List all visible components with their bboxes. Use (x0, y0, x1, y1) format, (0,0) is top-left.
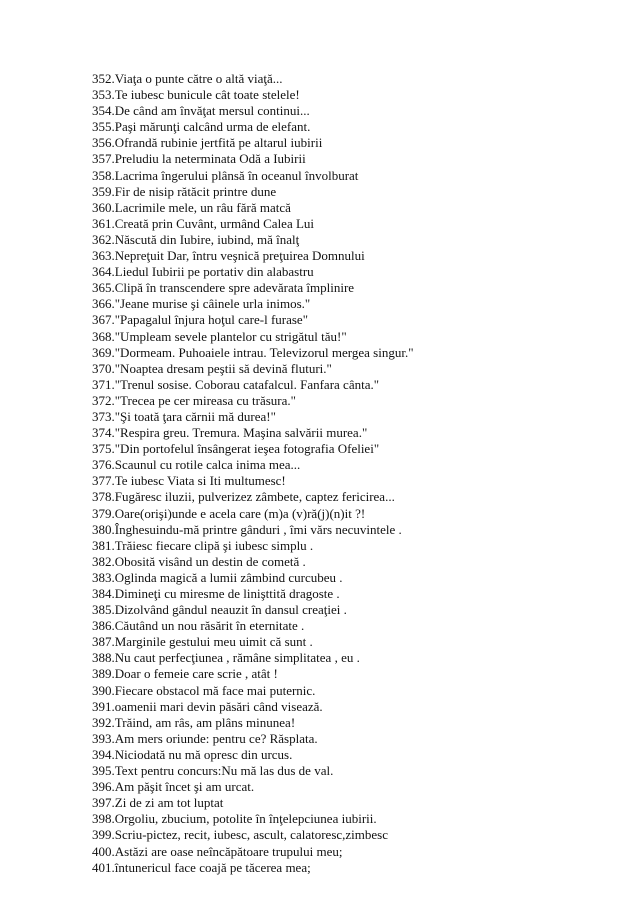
text-line: 383.Oglinda magică a lumii zâmbind curcubeu . (92, 569, 343, 585)
text-line: 378.Fugăresc iluzii, pulverizez zâmbete, captez fericirea... (92, 489, 395, 505)
text-line: 396.Am păşit încet şi am urcat. (92, 779, 255, 795)
text-line: 362.Născută din Iubire, iubind, mă înalţ (92, 231, 300, 247)
text-line: 354.De când am învăţat mersul continui... (92, 103, 310, 119)
text-line: 357.Preludiu la neterminata Odă a Iubirii (92, 151, 306, 167)
text-line: 400.Astăzi are oase neîncăpătoare trupului meu; (92, 843, 343, 859)
text-line: 398.Orgoliu, zbucium, potolite în înţelepciunea iubirii. (92, 811, 377, 827)
text-line: 358.Lacrima îngerului plânsă în oceanul învolburat (92, 167, 359, 183)
text-line: 389.Doar o femeie care scrie , atât ! (92, 666, 278, 682)
text-line: 379.Oare(orişi)unde e acela care (m)a (v)ră(j)(n)it ?! (92, 505, 366, 521)
text-line: 371."Trenul sosise. Coborau catafalcul. Fanfara cânta." (92, 376, 380, 392)
text-line: 366."Jeane murise şi câinele urla inimos." (92, 296, 311, 312)
text-line: 382.Obosită visând un destin de cometă . (92, 553, 306, 569)
text-line: 394.Niciodată nu mă opresc din urcus. (92, 746, 293, 762)
text-line: 391.oamenii mari devin păsări când visează. (92, 698, 323, 714)
text-line: 367."Papagalul înjura hoţul care-l furase" (92, 312, 309, 328)
text-line: 361.Creată prin Cuvânt, urmând Calea Lui (92, 215, 315, 231)
text-line: 399.Scriu-pictez, recit, iubesc, ascult, calatoresc,zimbesc (92, 827, 388, 843)
text-line: 369."Dormeam. Puhoaiele intrau. Televizorul mergea singur." (92, 344, 414, 360)
text-line: 359.Fir de nisip rătăcit printre dune (92, 183, 277, 199)
text-line: 390.Fiecare obstacol mă face mai puternic. (92, 682, 316, 698)
text-line: 364.Liedul Iubirii pe portativ din alabastru (92, 264, 314, 280)
text-line: 373."Şi toată ţara cărnii mă durea!" (92, 408, 276, 424)
text-line: 392.Trăind, am râs, am plâns minunea! (92, 714, 296, 730)
text-line: 393.Am mers oriunde: pentru ce? Răsplata. (92, 730, 318, 746)
text-line: 388.Nu caut perfecţiunea , rămâne simplitatea , eu . (92, 650, 360, 666)
text-line: 380.Înghesuindu-mă printre gânduri , îmi vărs necuvintele . (92, 521, 402, 537)
text-line: 387.Marginile gestului meu uimit că sunt . (92, 634, 313, 650)
text-line: 368."Umpleam sevele plantelor cu strigătul tău!" (92, 328, 347, 344)
text-line: 384.Dimineţi cu miresme de linişttită dragoste . (92, 586, 340, 601)
text-line: 360.Lacrimile mele, un râu fără matcă (92, 199, 291, 215)
text-line: 401.întunericul face coajă pe tăcerea mea; (92, 859, 311, 875)
text-line: 363.Nepreţuit Dar, întru veşnică preţuirea Domnului (92, 248, 365, 264)
text-line: 353.Te iubesc bunicule cât toate stelele! (92, 87, 300, 103)
text-line: 381.Trăiesc fiecare clipă şi iubesc simplu . (92, 537, 314, 553)
text-line: 395.Text pentru concurs:Nu mă las dus de val. (92, 763, 334, 779)
text-line: 377.Te iubesc Viata si Iti multumesc! (92, 473, 286, 489)
text-line: 374."Respira greu. Tremura. Maşina salvării murea." (92, 425, 368, 441)
text-line: 355.Paşi mărunţi calcând urma de elefant. (92, 119, 311, 135)
text-line: 375."Din portofelul însângerat ieşea fotografia Ofeliei" (92, 441, 380, 457)
text-line: 376.Scaunul cu rotile calca inima mea... (92, 457, 301, 473)
text-line: 397.Zi de zi am tot luptat (92, 795, 224, 811)
text-line: 356.Ofrandă rubinie jertfită pe altarul iubirii (92, 135, 323, 151)
text-line: 365.Clipă în transcendere spre adevărata împlinire (92, 280, 355, 296)
text-line: 370."Noaptea dresam peştii să devină fluturi." (92, 360, 332, 376)
text-line: 385.Dizolvând gândul neauzit în dansul creaţiei . (92, 602, 347, 618)
text-line: 386.Căutând un nou răsărit în eternitate . (92, 618, 305, 634)
text-line: 352.Viaţa o punte către o altă viaţă... (92, 71, 283, 86)
numbered-lines-list (92, 71, 612, 876)
text-line: 372."Trecea pe cer mireasa cu trăsura." (92, 392, 296, 408)
